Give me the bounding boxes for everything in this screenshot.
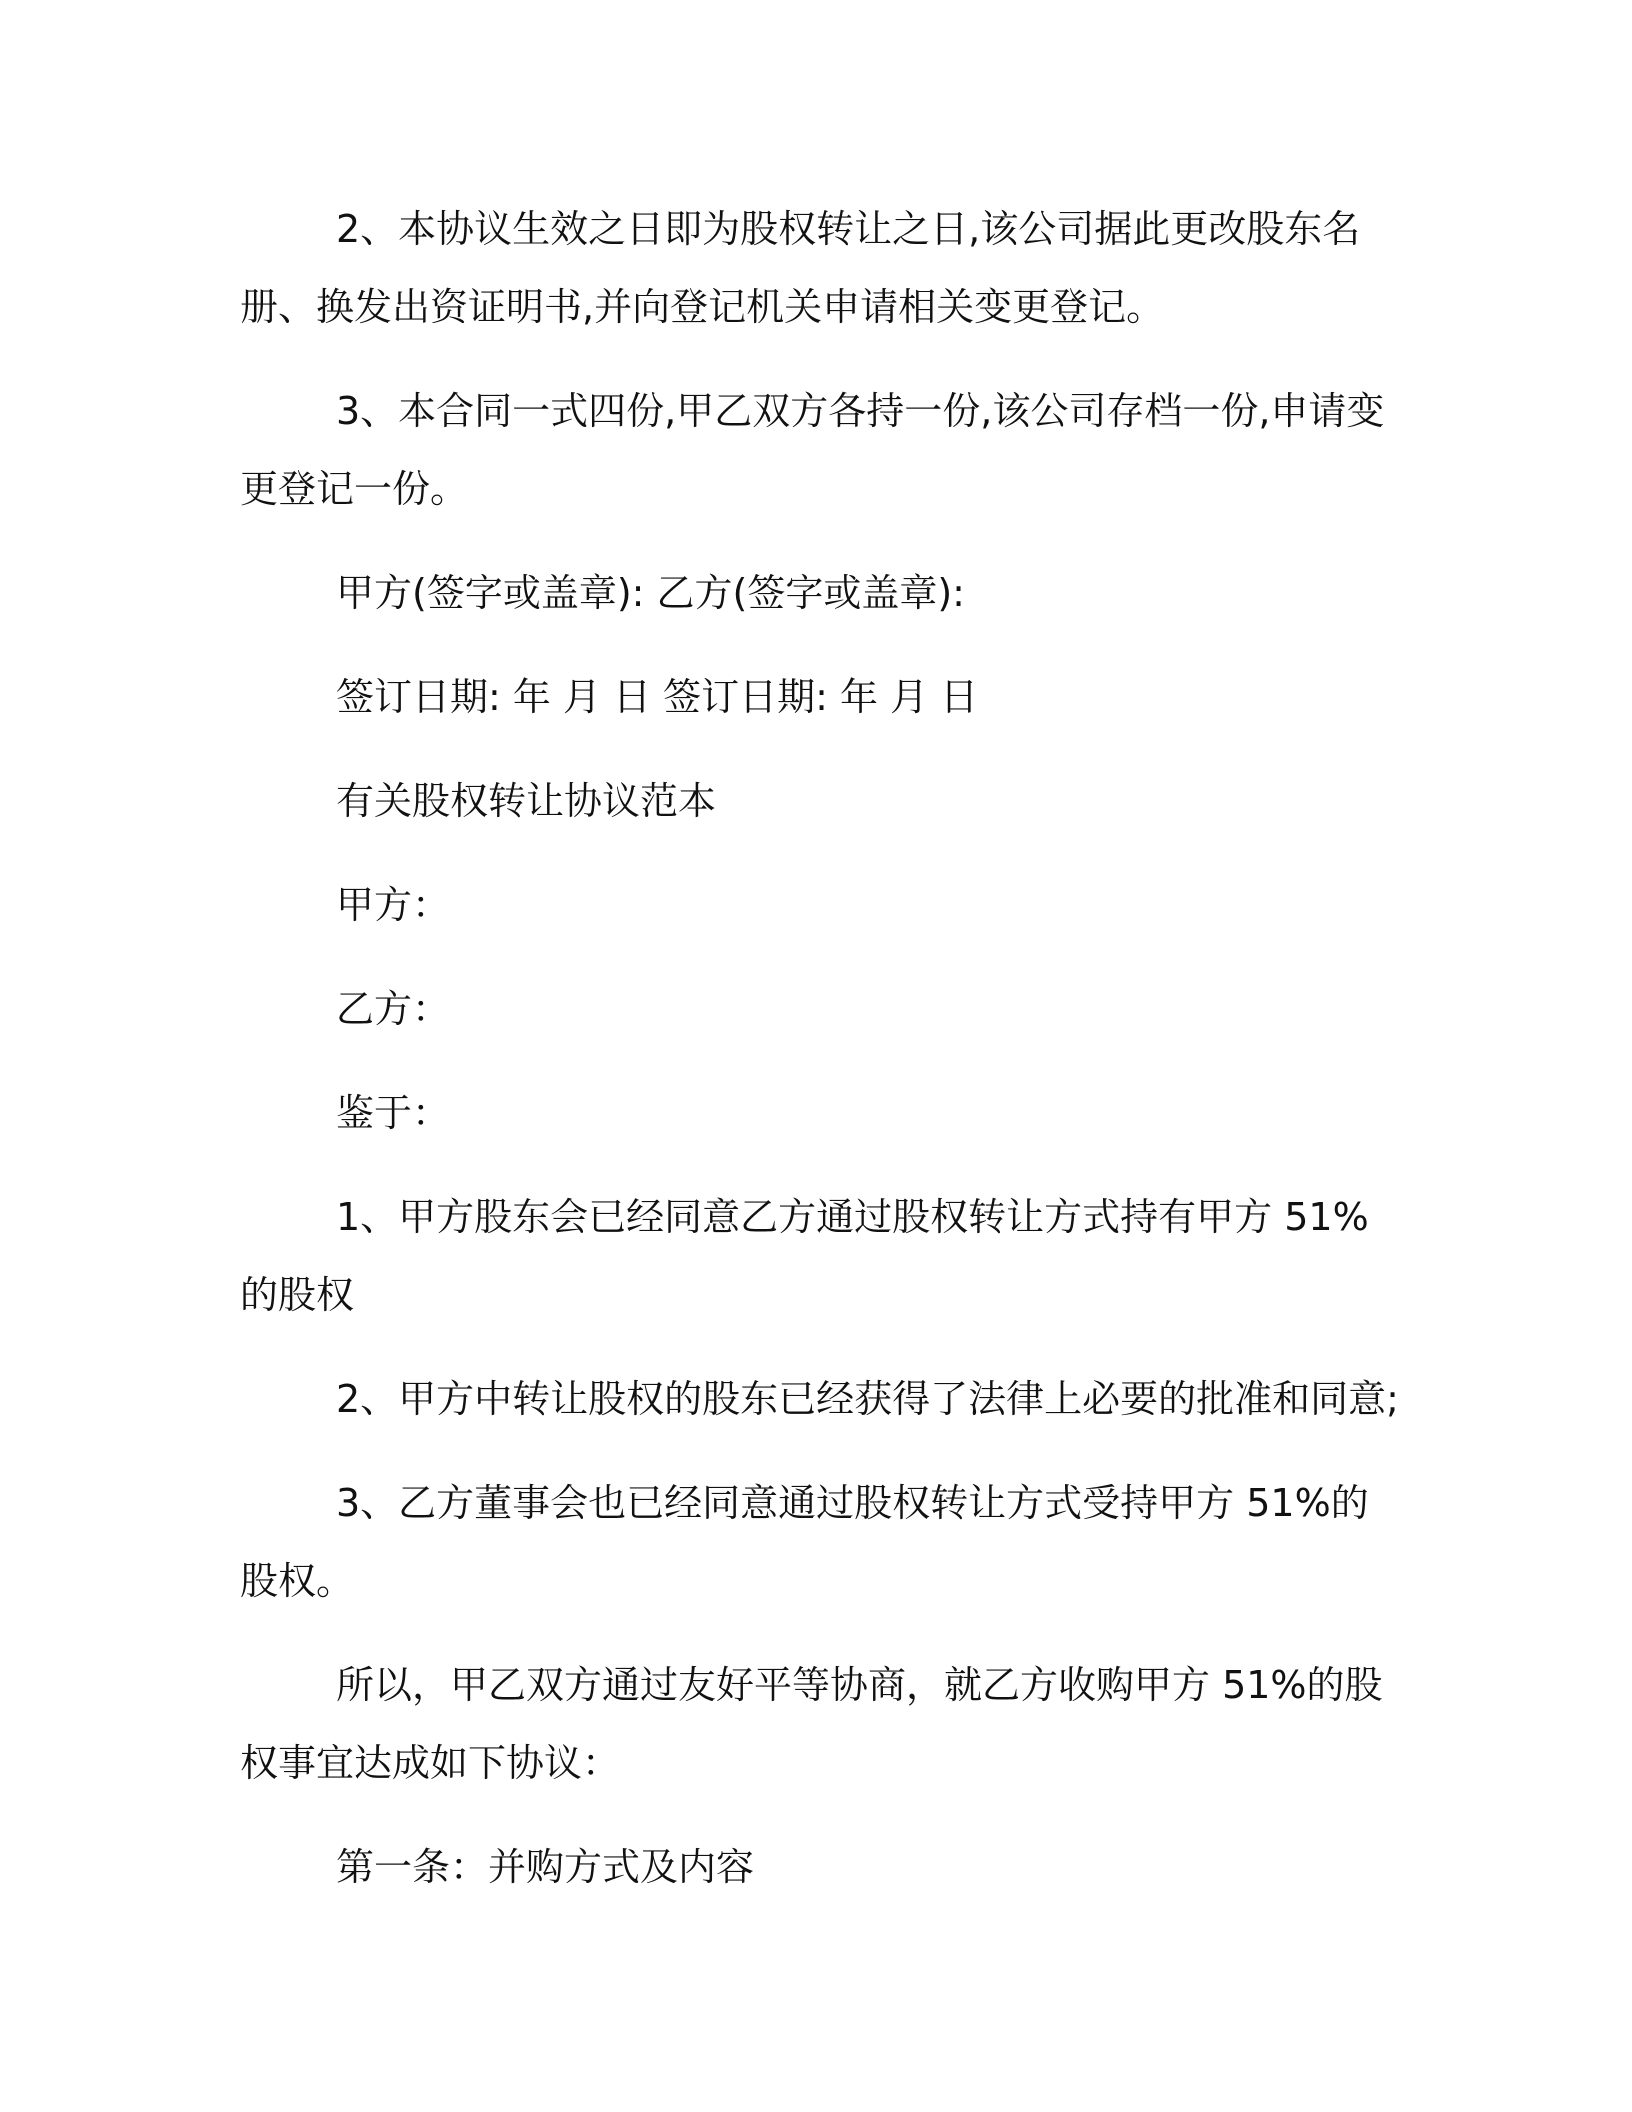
article-1-heading: 第一条：并购方式及内容 [336,1845,755,1889]
recital-2: 2、甲方中转让股权的股东已经获得了法律上必要的批准和同意; [336,1377,1399,1421]
signature-line: 甲方(签字或盖章): 乙方(签字或盖章): [336,571,965,615]
clause-3-copies: 3、本合同一式四份,甲乙双方各持一份,该公司存档一份,申请变更登记一份。 [240,389,1385,511]
party-b-label: 乙方： [336,987,451,1031]
signing-date-line: 签订日期: 年 月 日 签订日期: 年 月 日 [336,675,979,719]
whereas-label: 鉴于： [336,1091,451,1135]
recital-1: 1、甲方股东会已经同意乙方通过股权转让方式持有甲方 51%的股权 [240,1195,1369,1317]
agreement-intro: 所以，甲乙双方通过友好平等协商，就乙方收购甲方 51%的股权事宜达成如下协议： [240,1663,1383,1785]
document-title: 有关股权转让协议范本 [336,779,717,823]
recital-3: 3、乙方董事会也已经同意通过股权转让方式受持甲方 51%的股权。 [240,1481,1369,1603]
party-a-label: 甲方： [336,883,451,927]
document-body [240,190,1400,1932]
clause-2-effective-date: 2、本协议生效之日即为股权转让之日,该公司据此更改股东名册、换发出资证明书,并向登记机关申请相关变更登记。 [240,207,1361,329]
